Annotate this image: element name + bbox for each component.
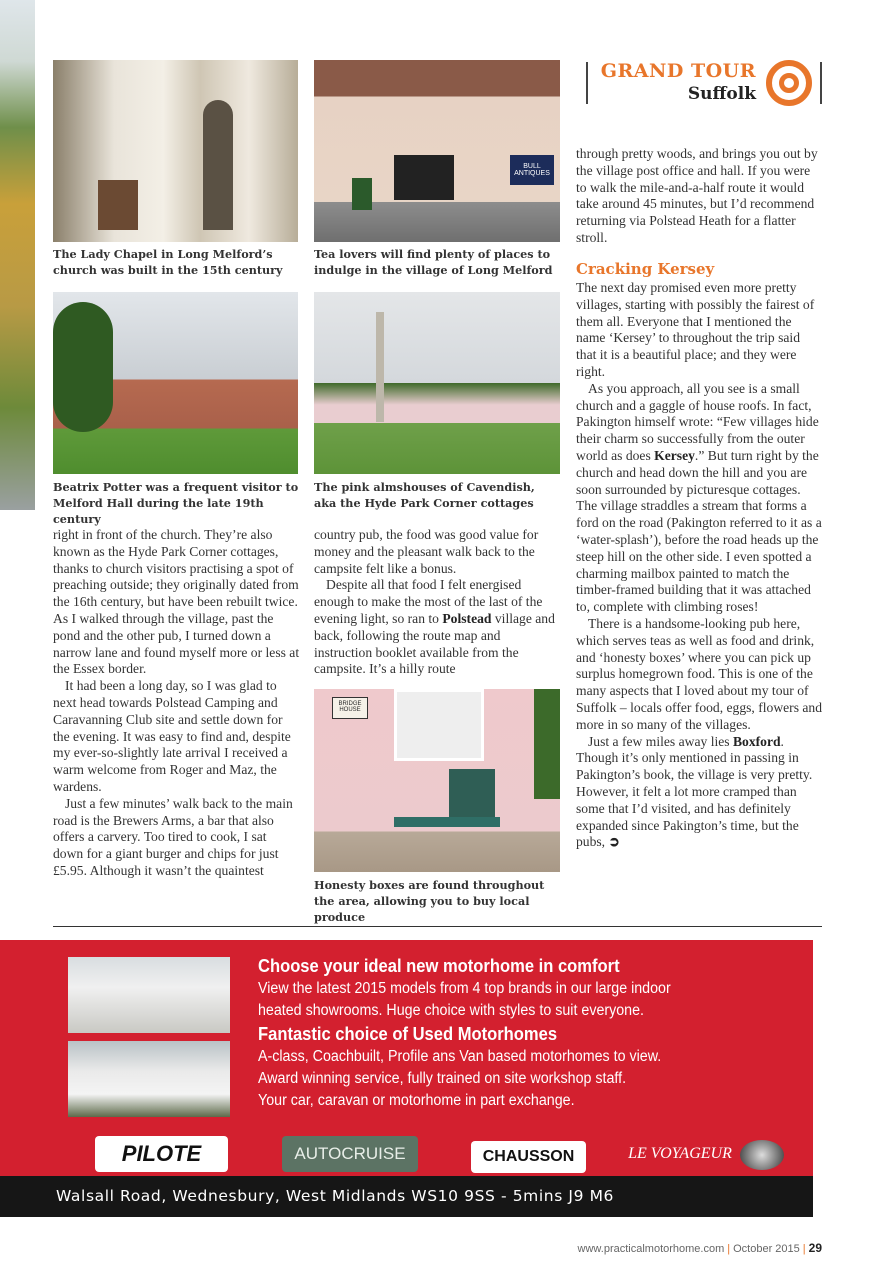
- photo-caption: Tea lovers will find plenty of places to indulge in the village of Long Melford: [314, 247, 553, 277]
- le-voyageur-logo: LE VOYAGEUR: [628, 1145, 732, 1162]
- photo-melford-hall: [53, 292, 298, 474]
- page-footer: www.practicalmotorhome.com | October 2015 | 29: [577, 1241, 822, 1255]
- paragraph: Just a few minutes’ walk back to the main road is the Brewers Arms, a bar that also offers a carvery. Too tired to cook, I sat down for a giant burger and chips for just £5.95. Although it wasn’t the quaintest: [53, 795, 293, 878]
- paragraph: country pub, the food was good value for money and the pleasant walk back to the campsite felt like a bonus.: [314, 527, 539, 576]
- chausson-logo: CHAUSSON: [471, 1141, 586, 1173]
- paragraph: Just a few miles away lies Boxford. Though it’s only mentioned in passing in Pakington’s book, the village is very pretty. However, it felt a lot more cramped than some that I’d visited, and has definitely expanded since Pakington’s time, but the pubs, ➲: [576, 733, 813, 850]
- photo-cavendish: [314, 292, 560, 474]
- article-column-1: [53, 527, 300, 880]
- region-title: Suffolk: [687, 84, 756, 104]
- adjacent-page-photo-edge: [0, 0, 35, 510]
- advertisement: [0, 940, 813, 1217]
- place-name: Polstead: [442, 610, 492, 626]
- continue-arrow-icon: ➲: [608, 834, 620, 850]
- paragraph: As you approach, all you see is a small church and a gaggle of house roofs. In fact, Pakington himself wrote: “Few villages hide their charm so successfully from the outer world as does Kersey.” But turn right by the church and head down the hill and you are soon surrounded by picturesque cottages. The village straddles a stream that forms a ford on the road (Pakington referred to it as a ‘water-splash’), before the road heads up the steep hill on the other side. I even spotted a charming mailbox painted to match the timber-framed building that it was attached to, complete with climbing roses!: [576, 380, 822, 615]
- paragraph: The next day promised even more pretty villages, starting with possibly the fairest of them all. Everyone that I mentioned the name ‘Kersey’ to throughout the trip said that it is a beautiful place; and they were right.: [576, 280, 815, 379]
- pilote-logo: PILOTE: [95, 1136, 228, 1172]
- divider: [586, 62, 588, 104]
- ad-line: View the latest 2015 models from 4 top brands in our large indoor: [258, 980, 671, 997]
- article-column-2: [314, 527, 561, 678]
- photo-caption: Honesty boxes are found throughout the area, allowing you to buy local produce: [314, 878, 545, 924]
- photo-caption: The Lady Chapel in Long Melford’s church was built in the 15th century: [53, 247, 283, 277]
- paragraph: There is a handsome-looking pub here, which serves teas as well as food and drink, and ‘honesty boxes’ where you can pick up surplus homegrown food. This is one of the many aspects that I loved about my tour of Suffolk – locals offer food, eggs, flowers and more in so many of the villages.: [576, 615, 823, 732]
- ad-photo-used-motorhomes: [68, 1041, 230, 1117]
- shop-sign: BULL ANTIQUES: [510, 155, 554, 185]
- photo-lady-chapel: [53, 60, 298, 242]
- article-column-3-top: [576, 146, 823, 247]
- footer-date: October 2015: [733, 1243, 800, 1255]
- ad-line: heated showrooms. Huge choice with styles to suit everyone.: [258, 1002, 645, 1019]
- divider: [820, 62, 822, 104]
- ad-copy: [258, 954, 671, 1112]
- paragraph: right in front of the church. They’re also known as the Hyde Park Corner cottages, thanks to church visitors practising a spot of preaching outside; they originally dated from the 16th century, but have been rebuilt twice. As I walked through the village, past the pond and the other pub, I turned down a narrow lane and found myself more or less at the Essex border.: [53, 527, 300, 677]
- globe-icon: [740, 1140, 784, 1170]
- footer-url: www.practicalmotorhome.com: [577, 1243, 725, 1255]
- ad-line: A-class, Coachbuilt, Profile ans Van based motorhomes to view.: [258, 1048, 662, 1065]
- photo-caption: The pink almshouses of Cavendish, aka the Hyde Park Corner cottages: [314, 480, 535, 510]
- paragraph: Despite all that food I felt energised enough to make the most of the last of the evening light, so ran to Polstead village and back, following the route map and instruction booklet available from the campsite. It’s a hilly route: [314, 577, 555, 677]
- ad-headline: Choose your ideal new motorhome in comfort: [258, 956, 620, 976]
- ad-headline: Fantastic choice of Used Motorhomes: [258, 1024, 558, 1044]
- autocruise-logo: AUTOCRUISE: [282, 1136, 418, 1172]
- ad-line: Award winning service, fully trained on site workshop staff.: [258, 1070, 627, 1087]
- subheading: Cracking Kersey: [576, 260, 715, 278]
- ad-line: Your car, caravan or motorhome in part exchange.: [258, 1092, 575, 1109]
- paragraph: through pretty woods, and brings you out by the village post office and hall. If you were to walk the mile-and-a-half route it would take around 45 minutes, but I’d recommend returning via Polstead Heath for a flatter stroll.: [576, 146, 818, 245]
- section-badge: [586, 60, 822, 106]
- ad-address: Walsall Road, Wednesbury, West Midlands WS10 9SS - 5mins J9 M6: [0, 1176, 813, 1217]
- page-number: 29: [808, 1241, 822, 1255]
- photo-tea-room: [314, 60, 560, 242]
- article-column-3: [576, 280, 823, 851]
- house-sign: BRIDGE HOUSE: [332, 697, 368, 719]
- ad-photo-showroom: [68, 957, 230, 1033]
- photo-honesty-box: [314, 689, 560, 872]
- target-icon: [766, 60, 812, 106]
- divider: [53, 926, 822, 927]
- place-name: Kersey: [654, 447, 695, 463]
- paragraph: It had been a long day, so I was glad to next head towards Polstead Camping and Caravanning Club site and settle down for the evening. It was easy to find and, despite my ever-so-slightly late arrival I received a warm welcome from Roger and Maz, the wardens.: [53, 678, 291, 794]
- section-title: GRAND TOUR: [600, 60, 756, 82]
- place-name: Boxford: [732, 733, 781, 749]
- photo-caption: Beatrix Potter was a frequent visitor to Melford Hall during the late 19th century: [53, 480, 299, 526]
